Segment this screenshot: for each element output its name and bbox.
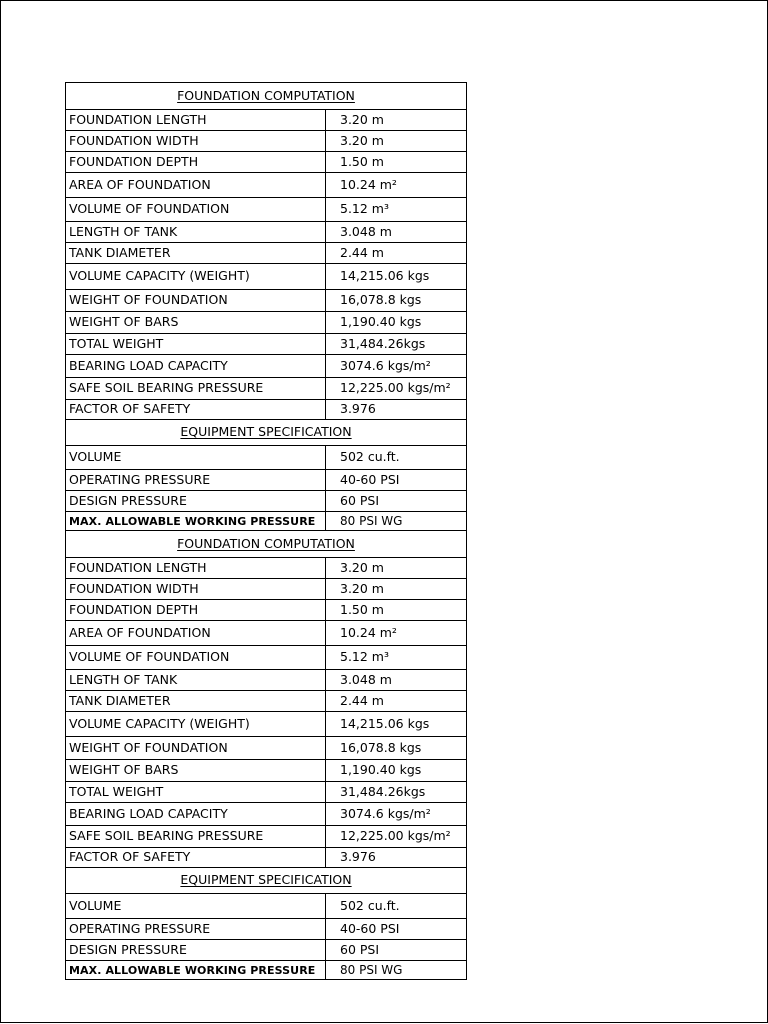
table-row (66, 712, 467, 737)
row-label: FOUNDATION WIDTH (66, 131, 326, 152)
row-label: VOLUME CAPACITY (WEIGHT) (66, 712, 326, 737)
row-value: 40-60 PSI (326, 919, 467, 940)
table-row (66, 782, 467, 803)
row-value: 2.44 m (326, 243, 467, 264)
row-label: OPERATING PRESSURE (66, 919, 326, 940)
table-row (66, 737, 467, 760)
row-value: 3.20 m (326, 558, 467, 579)
table-row (66, 222, 467, 243)
row-value: 14,215.06 kgs (326, 264, 467, 290)
table-row (66, 961, 467, 980)
section-title: EQUIPMENT SPECIFICATION (66, 420, 467, 446)
table-row (66, 760, 467, 782)
row-label: VOLUME CAPACITY (WEIGHT) (66, 264, 326, 290)
row-label: DESIGN PRESSURE (66, 491, 326, 512)
table-row (66, 312, 467, 334)
table-row (66, 290, 467, 312)
row-value: 3.20 m (326, 110, 467, 131)
row-label: BEARING LOAD CAPACITY (66, 355, 326, 378)
row-value: 16,078.8 kgs (326, 290, 467, 312)
table-row (66, 848, 467, 868)
row-label: TOTAL WEIGHT (66, 334, 326, 355)
table-row (66, 512, 467, 531)
row-label: FACTOR OF SAFETY (66, 400, 326, 420)
row-value: 502 cu.ft. (326, 446, 467, 470)
row-value: 31,484.26kgs (326, 782, 467, 803)
table-row (66, 243, 467, 264)
row-label: TANK DIAMETER (66, 691, 326, 712)
row-label: FOUNDATION DEPTH (66, 600, 326, 621)
table-row (66, 400, 467, 420)
row-label: VOLUME (66, 446, 326, 470)
table-row (66, 670, 467, 691)
row-value: 60 PSI (326, 940, 467, 961)
table-row (66, 110, 467, 131)
section-title: FOUNDATION COMPUTATION (66, 83, 467, 110)
row-label: FOUNDATION LENGTH (66, 558, 326, 579)
row-label: FOUNDATION LENGTH (66, 110, 326, 131)
row-value: 5.12 m³ (326, 646, 467, 670)
row-value: 31,484.26kgs (326, 334, 467, 355)
row-value: 502 cu.ft. (326, 894, 467, 919)
row-value: 3.20 m (326, 131, 467, 152)
section-header-row (66, 531, 467, 558)
row-label: VOLUME (66, 894, 326, 919)
table-row (66, 621, 467, 646)
row-label: SAFE SOIL BEARING PRESSURE (66, 826, 326, 848)
section-header-row (66, 420, 467, 446)
row-label: SAFE SOIL BEARING PRESSURE (66, 378, 326, 400)
row-value: 10.24 m² (326, 621, 467, 646)
row-value: 1,190.40 kgs (326, 760, 467, 782)
table-row (66, 919, 467, 940)
specification-table (65, 82, 467, 980)
row-label: TOTAL WEIGHT (66, 782, 326, 803)
row-value: 3074.6 kgs/m² (326, 803, 467, 826)
row-value: 3.976 (326, 400, 467, 420)
table-row (66, 646, 467, 670)
section-header-row (66, 868, 467, 894)
row-label: VOLUME OF FOUNDATION (66, 198, 326, 222)
table-row (66, 264, 467, 290)
row-value: 12,225.00 kgs/m² (326, 826, 467, 848)
section-title: EQUIPMENT SPECIFICATION (66, 868, 467, 894)
row-label: OPERATING PRESSURE (66, 470, 326, 491)
table-row (66, 198, 467, 222)
row-value: 3074.6 kgs/m² (326, 355, 467, 378)
row-label: WEIGHT OF BARS (66, 312, 326, 334)
row-value: 3.976 (326, 848, 467, 868)
row-label: FOUNDATION WIDTH (66, 579, 326, 600)
row-value: 60 PSI (326, 491, 467, 512)
table-row (66, 491, 467, 512)
table-row (66, 579, 467, 600)
table-row (66, 600, 467, 621)
table-row (66, 691, 467, 712)
row-label: WEIGHT OF BARS (66, 760, 326, 782)
section-header-row (66, 83, 467, 110)
row-label: AREA OF FOUNDATION (66, 621, 326, 646)
table-row (66, 446, 467, 470)
row-label: MAX. ALLOWABLE WORKING PRESSURE (66, 512, 326, 531)
row-value: 1.50 m (326, 152, 467, 173)
row-value: 40-60 PSI (326, 470, 467, 491)
row-value: 5.12 m³ (326, 198, 467, 222)
row-value: 3.048 m (326, 670, 467, 691)
row-label: LENGTH OF TANK (66, 222, 326, 243)
table-row (66, 355, 467, 378)
table-row (66, 152, 467, 173)
row-label: WEIGHT OF FOUNDATION (66, 290, 326, 312)
row-value: 2.44 m (326, 691, 467, 712)
table-row (66, 470, 467, 491)
table-row (66, 803, 467, 826)
row-value: 10.24 m² (326, 173, 467, 198)
table-row (66, 334, 467, 355)
table-row (66, 173, 467, 198)
row-value: 3.20 m (326, 579, 467, 600)
row-value: 12,225.00 kgs/m² (326, 378, 467, 400)
row-label: MAX. ALLOWABLE WORKING PRESSURE (66, 961, 326, 980)
table-row (66, 558, 467, 579)
row-label: TANK DIAMETER (66, 243, 326, 264)
table-row (66, 940, 467, 961)
row-value: 1,190.40 kgs (326, 312, 467, 334)
row-label: DESIGN PRESSURE (66, 940, 326, 961)
row-value: 14,215.06 kgs (326, 712, 467, 737)
row-value: 3.048 m (326, 222, 467, 243)
row-label: FACTOR OF SAFETY (66, 848, 326, 868)
row-label: AREA OF FOUNDATION (66, 173, 326, 198)
table-row (66, 894, 467, 919)
section-title: FOUNDATION COMPUTATION (66, 531, 467, 558)
row-value: 16,078.8 kgs (326, 737, 467, 760)
table-row (66, 826, 467, 848)
row-label: WEIGHT OF FOUNDATION (66, 737, 326, 760)
table-row (66, 131, 467, 152)
row-label: VOLUME OF FOUNDATION (66, 646, 326, 670)
row-label: BEARING LOAD CAPACITY (66, 803, 326, 826)
row-value: 80 PSI WG (326, 512, 467, 531)
row-label: FOUNDATION DEPTH (66, 152, 326, 173)
row-value: 80 PSI WG (326, 961, 467, 980)
row-value: 1.50 m (326, 600, 467, 621)
table-row (66, 378, 467, 400)
row-label: LENGTH OF TANK (66, 670, 326, 691)
